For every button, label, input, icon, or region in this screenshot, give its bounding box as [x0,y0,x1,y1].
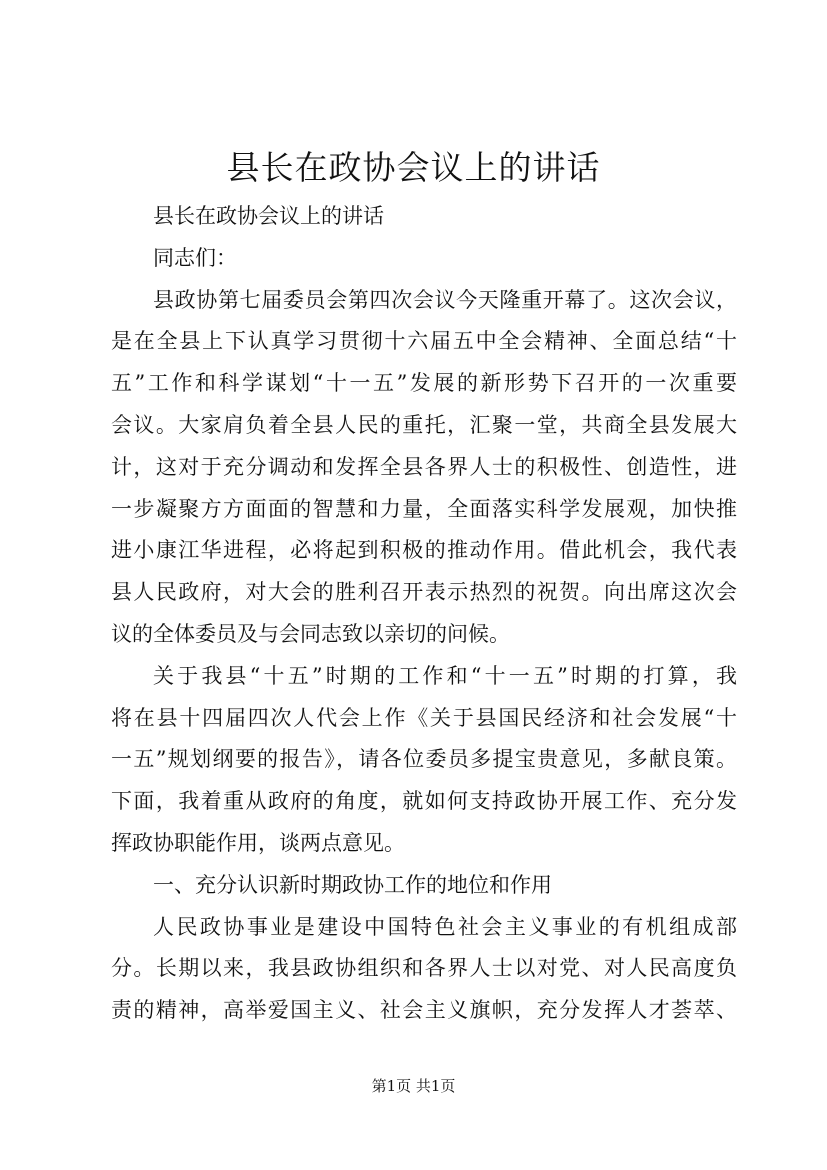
paragraph-line: 下面，我着重从政府的角度，就如何支持政协开展工作、充分发 [111,789,737,814]
paragraph-line: 一步凝聚方方面面的智慧和力量，全面落实科学发展观，加快推 [111,496,737,521]
paragraph-line: 关于我县“十五”时期的工作和“十一五”时期的打算，我 [153,663,737,688]
paragraph-line: 议的全体委员及与会同志致以亲切的问候。 [111,621,510,646]
paragraph-line: 进小康江华进程，必将起到积极的推动作用。借此机会，我代表 [111,538,737,563]
paragraph-line: 一五”规划纲要的报告》，请各位委员多提宝贵意见，多献良策。 [111,747,737,772]
subtitle-line: 县长在政协会议上的讲话 [153,204,384,228]
paragraph-line: 将在县十四届四次人代会上作《关于县国民经济和社会发展“十 [111,705,737,730]
salutation-line: 同志们： [153,245,237,270]
paragraph-line: 计，这对于充分调动和发挥全县各界人士的积极性、创造性，进 [111,454,737,479]
section-heading: 一、充分认识新时期政协工作的地位和作用 [153,872,552,897]
paragraph-line: 是在全县上下认真学习贯彻十六届五中全会精神、全面总结“十 [111,329,737,354]
paragraph-line: 县人民政府，对大会的胜利召开表示热烈的祝贺。向出席这次会 [111,580,737,605]
paragraph-line: 会议。大家肩负着全县人民的重托，汇聚一堂，共商全县发展大 [111,412,737,437]
document-body [111,196,737,1032]
paragraph-line: 五”工作和科学谋划“十一五”发展的新形势下召开的一次重要 [111,371,737,396]
paragraph-line: 人民政协事业是建设中国特色社会主义事业的有机组成部 [153,914,737,939]
paragraph-line: 县政协第七届委员会第四次会议今天隆重开幕了。这次会议， [153,287,737,312]
paragraph-line: 挥政协职能作用，谈两点意见。 [111,830,405,855]
page-footer: 第1页 共1页 [371,1077,456,1095]
paragraph-line: 分。长期以来，我县政协组织和各界人士以对党、对人民高度负 [111,956,737,981]
paragraph-line: 责的精神，高举爱国主义、社会主义旗帜，充分发挥人才荟萃、 [111,998,737,1023]
document-title: 县长在政协会议上的讲话 [226,148,601,187]
